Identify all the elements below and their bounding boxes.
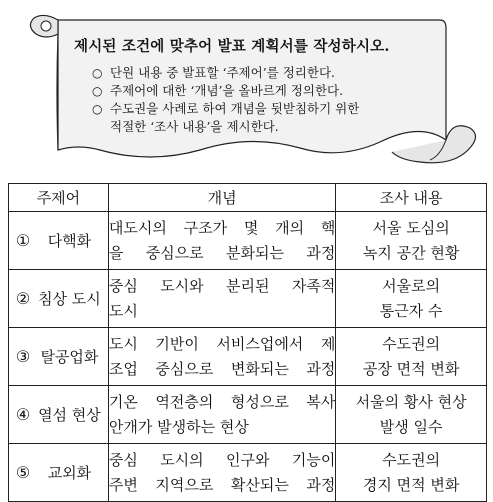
instruction-text-continued: 적절한 ‘조사 내용’을 제시한다. — [110, 119, 279, 134]
instruction-item — [92, 64, 359, 82]
instruction-text: 단원 내용 중 발표할 ‘주제어’를 정리한다. — [110, 65, 335, 80]
topic-cell: 다핵화 — [47, 232, 92, 250]
table-row — [9, 386, 487, 444]
circle-bullet-icon: ○ — [92, 102, 103, 116]
topic-cell: 탈공업화 — [40, 348, 99, 366]
concept-cell: 중심 도시의 인구와 기능이 주변 지역으로 확산되는 과정 — [108, 444, 335, 502]
table-row — [9, 328, 487, 386]
survey-cell: 서울로의 통근자 수 — [336, 270, 487, 328]
circle-bullet-icon: ○ — [92, 66, 103, 80]
instruction-item — [92, 82, 359, 100]
concept-cell: 기온 역전층의 형성으로 복사 안개가 발생하는 현상 — [108, 386, 335, 444]
concept-cell: 중심 도시와 분리된 자족적 도시 — [108, 270, 335, 328]
table-row — [9, 212, 487, 270]
table-row — [9, 444, 487, 502]
choice-number[interactable]: ⑤ — [15, 463, 31, 482]
concept-cell: 도시 기반이 서비스업에서 제 조업 중심으로 변화되는 과정 — [108, 328, 335, 386]
instruction-text: 주제어에 대한 ‘개념’을 올바르게 정의한다. — [110, 83, 344, 98]
survey-cell: 수도권의 공장 면적 변화 — [336, 328, 487, 386]
choice-number[interactable]: ③ — [15, 347, 31, 366]
header-topic: 주제어 — [9, 184, 109, 212]
topic-cell: 교외화 — [47, 464, 92, 482]
table-header-row — [9, 184, 487, 212]
survey-cell: 서울 도심의 녹지 공간 현황 — [336, 212, 487, 270]
header-survey: 조사 내용 — [336, 184, 487, 212]
instruction-title: 제시된 조건에 맞추어 발표 계획서를 작성하시오. — [74, 38, 390, 55]
topic-cell: 열섬 현상 — [38, 406, 101, 424]
instruction-text: 수도권을 사례로 하여 개념을 뒷받침하기 위한 — [110, 101, 360, 116]
topic-cell: 침상 도시 — [38, 290, 101, 308]
instruction-item — [92, 100, 359, 136]
choice-number[interactable]: ① — [15, 231, 31, 250]
table-row — [9, 270, 487, 328]
instruction-list — [92, 64, 359, 136]
header-concept: 개념 — [108, 184, 335, 212]
circle-bullet-icon: ○ — [92, 84, 103, 98]
choice-number[interactable]: ② — [15, 289, 31, 308]
plan-table — [8, 183, 487, 502]
concept-cell: 대도시의 구조가 몇 개의 핵 을 중심으로 분화되는 과정 — [108, 212, 335, 270]
choice-number[interactable]: ④ — [15, 405, 31, 424]
survey-cell: 서울의 황사 현상 발생 일수 — [336, 386, 487, 444]
survey-cell: 수도권의 경지 면적 변화 — [336, 444, 487, 502]
instruction-box — [0, 0, 493, 180]
